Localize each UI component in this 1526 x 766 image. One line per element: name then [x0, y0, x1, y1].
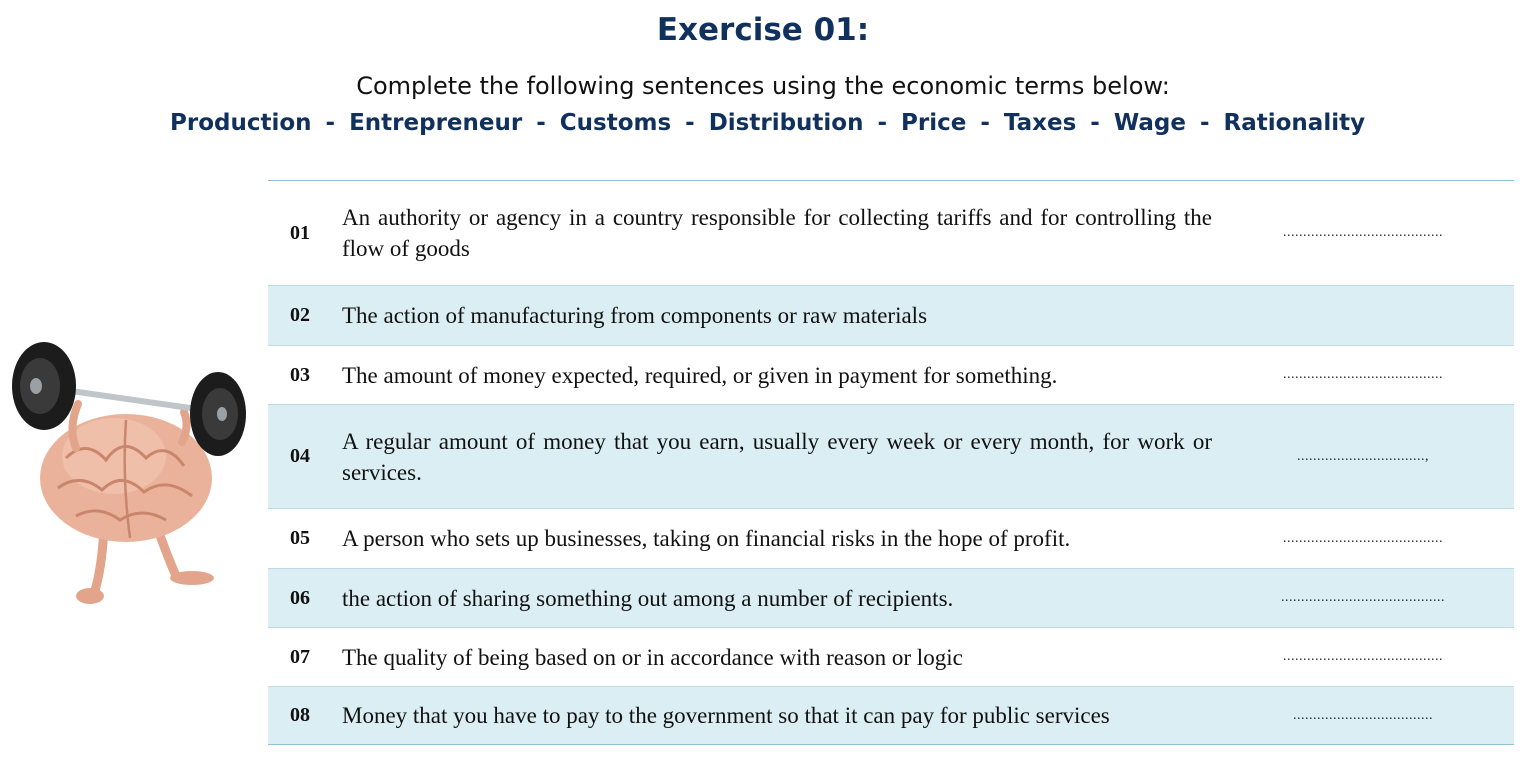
term-rationality: Rationality: [1223, 110, 1366, 136]
row-number: 05: [290, 527, 310, 549]
term-separator: -: [536, 110, 546, 136]
instruction-text: Complete the following sentences using the economic terms below:: [356, 72, 1170, 100]
table-row: [268, 285, 1514, 345]
row-definition: The quality of being based on or in accordance with reason or logic: [342, 644, 963, 670]
term-wage: Wage: [1113, 110, 1186, 136]
answer-blank[interactable]: .........................................: [1281, 590, 1445, 605]
table-row: [268, 404, 1514, 508]
row-number: 07: [290, 645, 310, 668]
row-definition: The action of manufacturing from components or raw materials: [342, 303, 928, 328]
row-number: 06: [290, 586, 310, 609]
term-production: Production: [170, 110, 312, 136]
answer-blank[interactable]: ........................................: [1283, 530, 1443, 546]
answer-blank[interactable]: ........................................: [1283, 225, 1443, 240]
row-number: 08: [290, 704, 310, 726]
term-entrepreneur: Entrepreneur: [349, 110, 523, 136]
term-separator: -: [980, 110, 990, 136]
definitions-table: [268, 180, 1514, 745]
table-row: [268, 627, 1514, 686]
row-definition: A regular amount of money that you earn, usually every week or every month, for work or services.: [342, 428, 1212, 485]
row-number: 02: [290, 304, 310, 326]
term-separator: -: [877, 110, 888, 136]
row-definition: A person who sets up businesses, taking on financial risks in the hope of profit.: [342, 526, 1071, 551]
table-row: [268, 508, 1514, 568]
answer-blank[interactable]: ........................................: [1283, 367, 1443, 382]
answer-blank[interactable]: ................................,: [1297, 448, 1429, 464]
row-definition: Money that you have to pay to the government so that it can pay for public services: [342, 703, 1110, 728]
term-separator: -: [685, 110, 695, 136]
term-customs: Customs: [559, 110, 672, 136]
term-distribution: Distribution: [708, 110, 864, 136]
table-row: [268, 568, 1514, 627]
term-taxes: Taxes: [1003, 110, 1077, 136]
row-definition: The amount of money expected, required, or given in payment for something.: [342, 362, 1058, 388]
row-number: 01: [290, 221, 310, 244]
brain-lifting-barbell-icon: [6, 338, 250, 610]
table-row: [268, 686, 1514, 744]
term-list: [170, 110, 1365, 136]
table-row: [268, 345, 1514, 404]
term-separator: -: [1199, 110, 1210, 136]
answer-blank[interactable]: ........................................: [1283, 649, 1443, 664]
row-definition: the action of sharing something out among a number of recipients.: [342, 585, 954, 611]
term-separator: -: [325, 110, 336, 136]
term-separator: -: [1090, 110, 1100, 136]
row-definition: An authority or agency in a country responsible for collecting tariffs and for controlling the flow of goods: [342, 205, 1212, 261]
row-number: 03: [290, 363, 310, 386]
table-row: [268, 181, 1514, 285]
exercise-title: Exercise 01:: [656, 12, 870, 48]
answer-blank[interactable]: ...................................: [1293, 707, 1433, 723]
term-price: Price: [901, 110, 967, 136]
row-number: 04: [290, 445, 310, 467]
